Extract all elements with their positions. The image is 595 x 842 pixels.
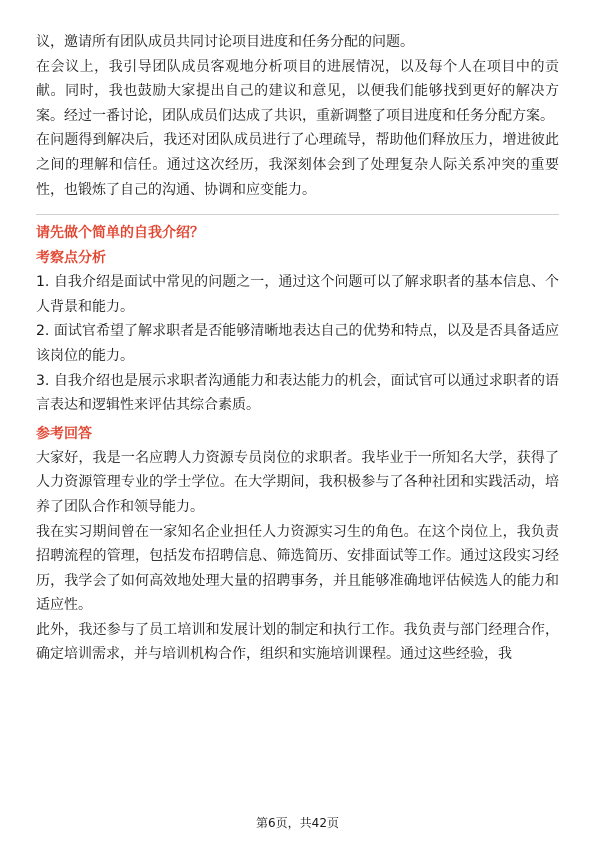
- analysis-point: 1. 自我介绍是面试中常见的问题之一，通过这个问题可以了解求职者的基本信息、个人背景和能力。: [36, 274, 559, 315]
- answer-paragraph: 此外，我还参与了员工培训和发展计划的制定和执行工作。我负责与部门经理合作，确定培训需求，并与培训机构合作，组织和实施培训课程。通过这些经验，我: [36, 621, 559, 663]
- document-page: [36, 30, 559, 667]
- body-paragraph: 议，邀请所有团队成员共同讨论项目进度和任务分配的问题。: [36, 34, 414, 50]
- answer-paragraph: 大家好，我是一名应聘人力资源专员岗位的求职者。我毕业于一所知名大学，获得了人力资源管理专业的学士学位。在大学期间，我积极参与了各种社团和实践活动，培养了团队合作和领导能力。: [36, 449, 559, 515]
- analysis-point: 3. 自我介绍也是展示求职者沟通能力和表达能力的机会，面试官可以通过求职者的语言表达和逻辑性来评估其综合素质。: [36, 372, 559, 414]
- analysis-point: 2. 面试官希望了解求职者是否能够清晰地表达自己的优势和特点，以及是否具备适应该岗位的能力。: [36, 323, 559, 364]
- answer-paragraph: 我在实习期间曾在一家知名企业担任人力资源实习生的角色。在这个岗位上，我负责招聘流程的管理，包括发布招聘信息、筛选简历、安排面试等工作。通过这段实习经历，我学会了如何高效地处理大量的招聘事务，并且能够准确地评估候选人的能力和适应性。: [36, 523, 559, 614]
- answer-heading: 参考回答: [36, 425, 92, 442]
- section-divider: [36, 214, 559, 215]
- analysis-heading: 考察点分析: [36, 250, 106, 267]
- body-paragraph: 在会议上，我引导团队成员客观地分析项目的进展情况，以及每个人在项目中的贡献。同时，我也鼓励大家提出自己的建议和意见，以便我们能够找到更好的解决方案。经过一番讨论，团队成员们达成了共识，重新调整了项目进度和任务分配方案。: [36, 58, 559, 124]
- question-title: 请先做个简单的自我介绍？: [36, 225, 204, 242]
- body-paragraph: 在问题得到解决后，我还对团队成员进行了心理疏导，帮助他们释放压力，增进彼此之间的理解和信任。通过这次经历，我深刻体会到了处理复杂人际关系冲突的重要性，也锻炼了自己的沟通、协调和应变能力。: [36, 132, 559, 198]
- page-footer: 第6页，共42页: [256, 816, 339, 830]
